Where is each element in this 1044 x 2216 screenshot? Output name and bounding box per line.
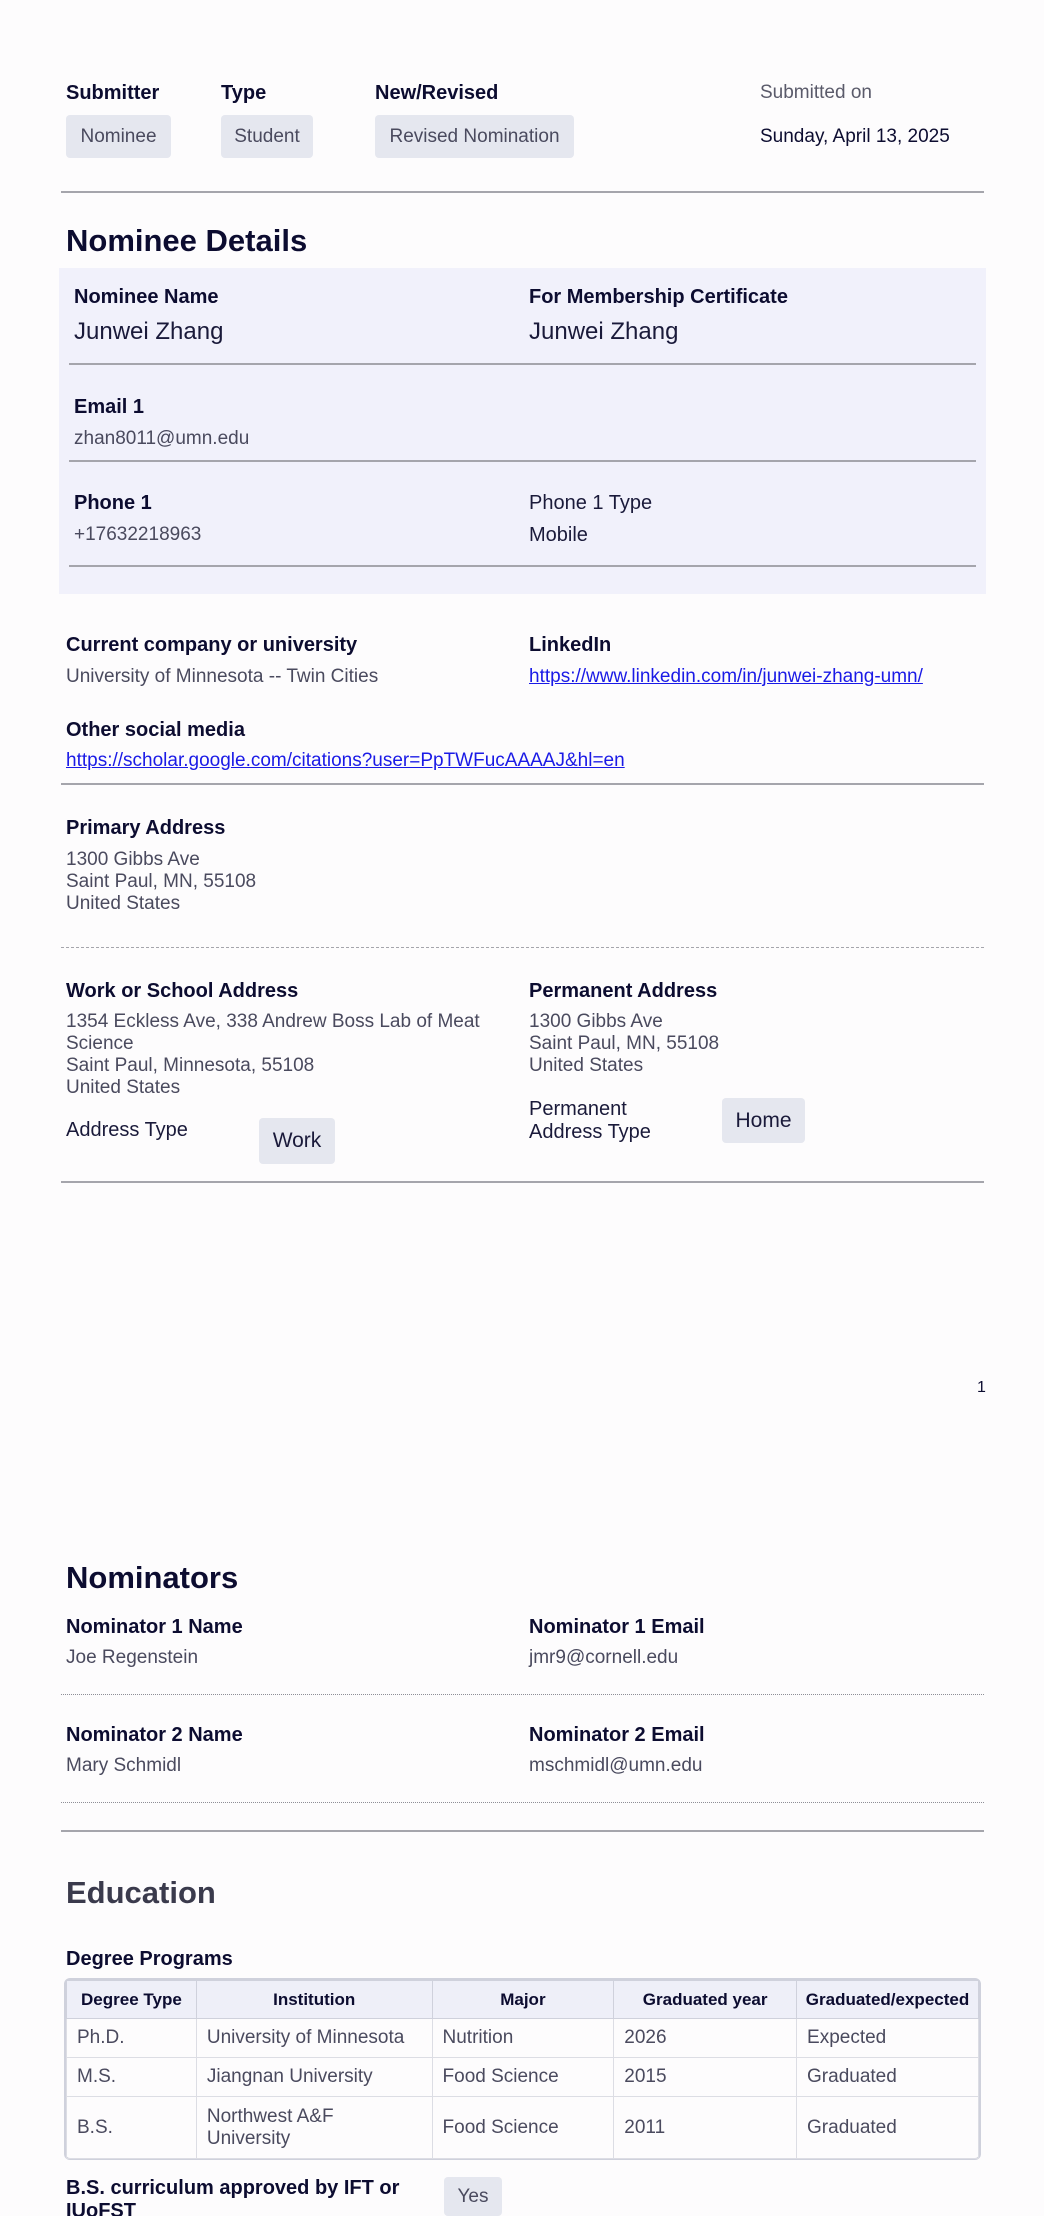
nominee-name-value: Junwei Zhang xyxy=(74,318,224,345)
linkedin-link[interactable]: https://www.linkedin.com/in/junwei-zhang-umn/ xyxy=(529,666,923,687)
phone-type-value: Mobile xyxy=(529,524,588,546)
section-heading-education: Education xyxy=(66,1875,216,1910)
primary-address-line2: Saint Paul, MN, 55108 xyxy=(66,871,257,892)
divider xyxy=(61,783,984,785)
curriculum-approved-badge: Yes xyxy=(444,2177,502,2216)
linkedin-label: LinkedIn xyxy=(529,634,612,656)
column-header-major: Major xyxy=(432,1981,614,2019)
phone-label: Phone 1 xyxy=(74,492,152,514)
primary-address-label: Primary Address xyxy=(66,817,226,839)
permanent-address-type-badge: Home xyxy=(722,1098,805,1143)
address-type-label: Address Type xyxy=(66,1119,188,1141)
curriculum-approved-label: B.S. curriculum approved by IFT or xyxy=(66,2177,400,2199)
table-cell: 2026 xyxy=(614,2019,797,2058)
nominator-2-name-label: Nominator 2 Name xyxy=(66,1724,243,1746)
phone-value: +17632218963 xyxy=(74,524,202,545)
divider xyxy=(61,191,984,193)
permanent-address-line2: Saint Paul, MN, 55108 xyxy=(529,1033,720,1054)
permanent-address-type-label-2: Address Type xyxy=(529,1121,651,1143)
email-value: zhan8011@umn.edu xyxy=(74,428,250,449)
new-revised-label: New/Revised xyxy=(375,82,499,104)
company-value: University of Minnesota -- Twin Cities xyxy=(66,666,379,687)
table-row xyxy=(67,2058,979,2097)
degree-programs-label: Degree Programs xyxy=(66,1948,233,1970)
dotted-divider xyxy=(61,1694,984,1695)
type-badge: Student xyxy=(221,115,313,158)
company-label: Current company or university xyxy=(66,634,358,656)
table-cell: Graduated xyxy=(797,2097,979,2159)
table-cell: Food Science xyxy=(432,2058,614,2097)
nominator-2-email-value: mschmidl@umn.edu xyxy=(529,1755,703,1776)
table-row xyxy=(67,2019,979,2058)
work-address-line3: United States xyxy=(66,1077,181,1098)
table-cell: University of Minnesota xyxy=(196,2019,432,2058)
permanent-address-type-label: Permanent xyxy=(529,1098,627,1120)
table-cell: Ph.D. xyxy=(67,2019,197,2058)
nominator-1-name-label: Nominator 1 Name xyxy=(66,1616,243,1638)
divider xyxy=(69,565,976,567)
table-cell: Graduated xyxy=(797,2058,979,2097)
section-heading-nominators: Nominators xyxy=(66,1560,239,1595)
table-cell: M.S. xyxy=(67,2058,197,2097)
work-address-line1b: Science xyxy=(66,1033,134,1054)
table-cell: Food Science xyxy=(432,2097,614,2159)
submitter-badge: Nominee xyxy=(66,115,171,158)
curriculum-approved-label-2: IUoFST xyxy=(66,2200,136,2216)
phone-type-label: Phone 1 Type xyxy=(529,492,653,514)
table-cell: 2015 xyxy=(614,2058,797,2097)
table-cell: Jiangnan University xyxy=(196,2058,432,2097)
certificate-name-value: Junwei Zhang xyxy=(529,318,679,345)
submitted-on-label: Submitted on xyxy=(760,82,872,103)
dashed-divider xyxy=(61,947,984,948)
degree-programs-table xyxy=(66,1980,979,2159)
column-header-degree-type: Degree Type xyxy=(67,1981,197,2019)
type-label: Type xyxy=(221,82,267,104)
table-cell: Expected xyxy=(797,2019,979,2058)
nominator-2-name-value: Mary Schmidl xyxy=(66,1755,182,1776)
permanent-address-line1: 1300 Gibbs Ave xyxy=(529,1011,663,1032)
dotted-divider xyxy=(61,1802,984,1803)
divider xyxy=(69,363,976,365)
column-header-institution: Institution xyxy=(196,1981,432,2019)
email-label: Email 1 xyxy=(74,396,145,418)
section-heading-nominee-details: Nominee Details xyxy=(66,223,308,258)
work-address-line2: Saint Paul, Minnesota, 55108 xyxy=(66,1055,315,1076)
social-media-label: Other social media xyxy=(66,719,245,741)
table-cell: 2011 xyxy=(614,2097,797,2159)
certificate-name-label: For Membership Certificate xyxy=(529,286,788,308)
table-cell: B.S. xyxy=(67,2097,197,2159)
column-header-graduated-expected: Graduated/expected xyxy=(797,1981,979,2019)
work-address-label: Work or School Address xyxy=(66,980,299,1002)
nominator-1-email-value: jmr9@cornell.edu xyxy=(529,1647,679,1668)
submitted-on-date: Sunday, April 13, 2025 xyxy=(760,126,950,147)
column-header-graduated-year: Graduated year xyxy=(614,1981,797,2019)
permanent-address-label: Permanent Address xyxy=(529,980,718,1002)
divider xyxy=(61,1181,984,1183)
table-row xyxy=(67,2097,979,2159)
primary-address-line1: 1300 Gibbs Ave xyxy=(66,849,200,870)
address-type-badge: Work xyxy=(259,1118,335,1164)
submitter-label: Submitter xyxy=(66,82,160,104)
table-cell: Nutrition xyxy=(432,2019,614,2058)
nominee-name-label: Nominee Name xyxy=(74,286,219,308)
permanent-address-line3: United States xyxy=(529,1055,644,1076)
divider xyxy=(69,460,976,462)
primary-address-line3: United States xyxy=(66,893,181,914)
nominator-1-name-value: Joe Regenstein xyxy=(66,1647,199,1668)
nominator-1-email-label: Nominator 1 Email xyxy=(529,1616,705,1638)
table-cell: Northwest A&F University xyxy=(196,2097,432,2159)
table-header-row xyxy=(67,1981,979,2019)
work-address-line1: 1354 Eckless Ave, 338 Andrew Boss Lab of Meat xyxy=(66,1011,480,1032)
divider xyxy=(61,1830,984,1832)
page-number: 1 xyxy=(977,1379,986,1396)
social-media-link[interactable]: https://scholar.google.com/citations?user=PpTWFucAAAAJ&hl=en xyxy=(66,750,625,771)
nominator-2-email-label: Nominator 2 Email xyxy=(529,1724,705,1746)
new-revised-badge: Revised Nomination xyxy=(375,115,574,158)
